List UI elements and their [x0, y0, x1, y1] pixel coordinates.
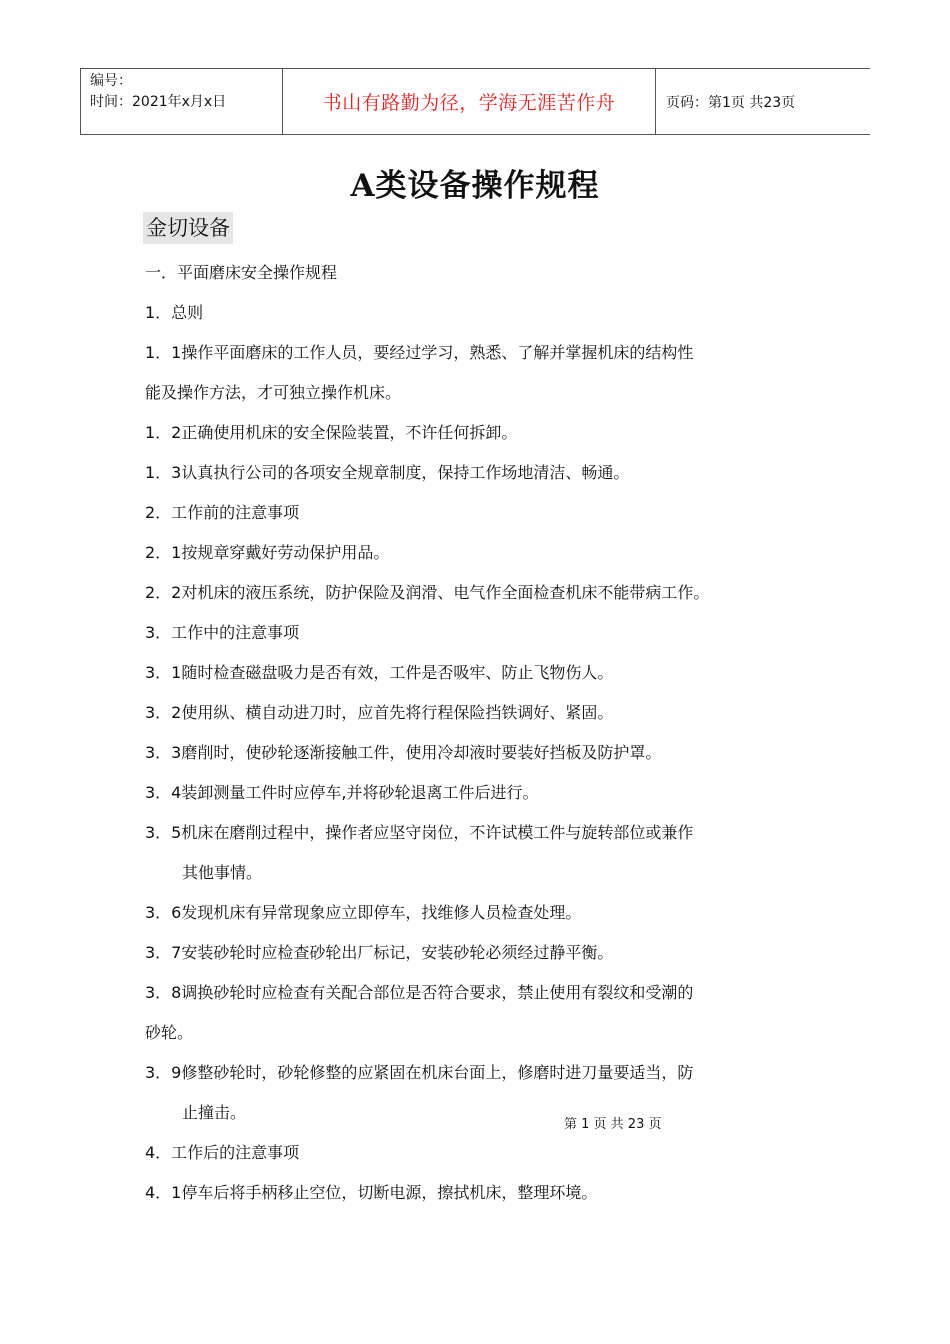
title-prefix: A	[350, 168, 376, 204]
body-line: 1．总则	[145, 303, 204, 322]
body-line: 2．2对机床的液压系统，防护保险及润滑、电气作全面检查机床不能带病工作。	[145, 583, 710, 602]
body-line: 1．3认真执行公司的各项安全规章制度，保持工作场地清洁、畅通。	[145, 463, 630, 482]
title-text: 类设备操作规程	[375, 168, 600, 204]
body-line: 能及操作方法，才可独立操作机床。	[145, 383, 402, 402]
body-line: 1．2正确使用机床的安全保险装置，不许任何拆卸。	[145, 423, 518, 442]
body-line: 3．1随时检查磁盘吸力是否有效，工件是否吸牢、防止飞物伤人。	[145, 663, 614, 682]
body-line: 3．工作中的注意事项	[145, 623, 300, 642]
body-line: 止撞击。	[182, 1103, 247, 1122]
body-line: 2．1按规章穿戴好劳动保护用品。	[145, 543, 390, 562]
body-line: 4．1停车后将手柄移止空位，切断电源，擦拭机床，整理环境。	[145, 1183, 598, 1202]
document-title	[0, 160, 950, 205]
body-line: 砂轮。	[145, 1023, 194, 1042]
body-line: 2．工作前的注意事项	[145, 503, 300, 522]
motto: 书山有路勤为径，学海无涯苦作舟	[283, 69, 656, 134]
date-label: 时间：2021年x月x日	[90, 94, 227, 110]
page-footer: 第 1 页 共 23 页	[564, 1117, 662, 1132]
body-line: 3．5机床在磨削过程中，操作者应坚守岗位，不许试模工件与旋转部位或兼作	[145, 823, 694, 842]
body-line: 1．1操作平面磨床的工作人员，要经过学习，熟悉、了解并掌握机床的结构性	[145, 343, 694, 362]
body-line: 3．2使用纵、横自动进刀时，应首先将行程保险挡铁调好、紧固。	[145, 703, 614, 722]
section-heading: 金切设备	[143, 212, 233, 244]
body-line: 4．工作后的注意事项	[145, 1143, 300, 1162]
number-label: 编号：	[90, 73, 132, 89]
body-line: 一．平面磨床安全操作规程	[145, 263, 338, 282]
body-line: 3．6发现机床有异常现象应立即停车，找维修人员检查处理。	[145, 903, 582, 922]
body-line: 3．8调换砂轮时应检查有关配合部位是否符合要求，禁止使用有裂纹和受潮的	[145, 983, 694, 1002]
body-line: 其他事情。	[182, 863, 263, 882]
header-table	[80, 68, 870, 135]
body-line: 3．7安装砂轮时应检查砂轮出厂标记，安装砂轮必须经过静平衡。	[145, 943, 614, 962]
page-label: 页码：第1页 共23页	[666, 94, 796, 111]
header-info-cell	[81, 69, 283, 134]
body-line: 3．4装卸测量工件时应停车,并将砂轮退离工件后进行。	[145, 783, 539, 802]
body-line: 3．9修整砂轮时，砂轮修整的应紧固在机床台面上，修磨时进刀量要适当，防	[145, 1063, 694, 1082]
body-line: 3．3磨削时，使砂轮逐渐接触工件，使用冷却液时要装好挡板及防护罩。	[145, 743, 662, 762]
